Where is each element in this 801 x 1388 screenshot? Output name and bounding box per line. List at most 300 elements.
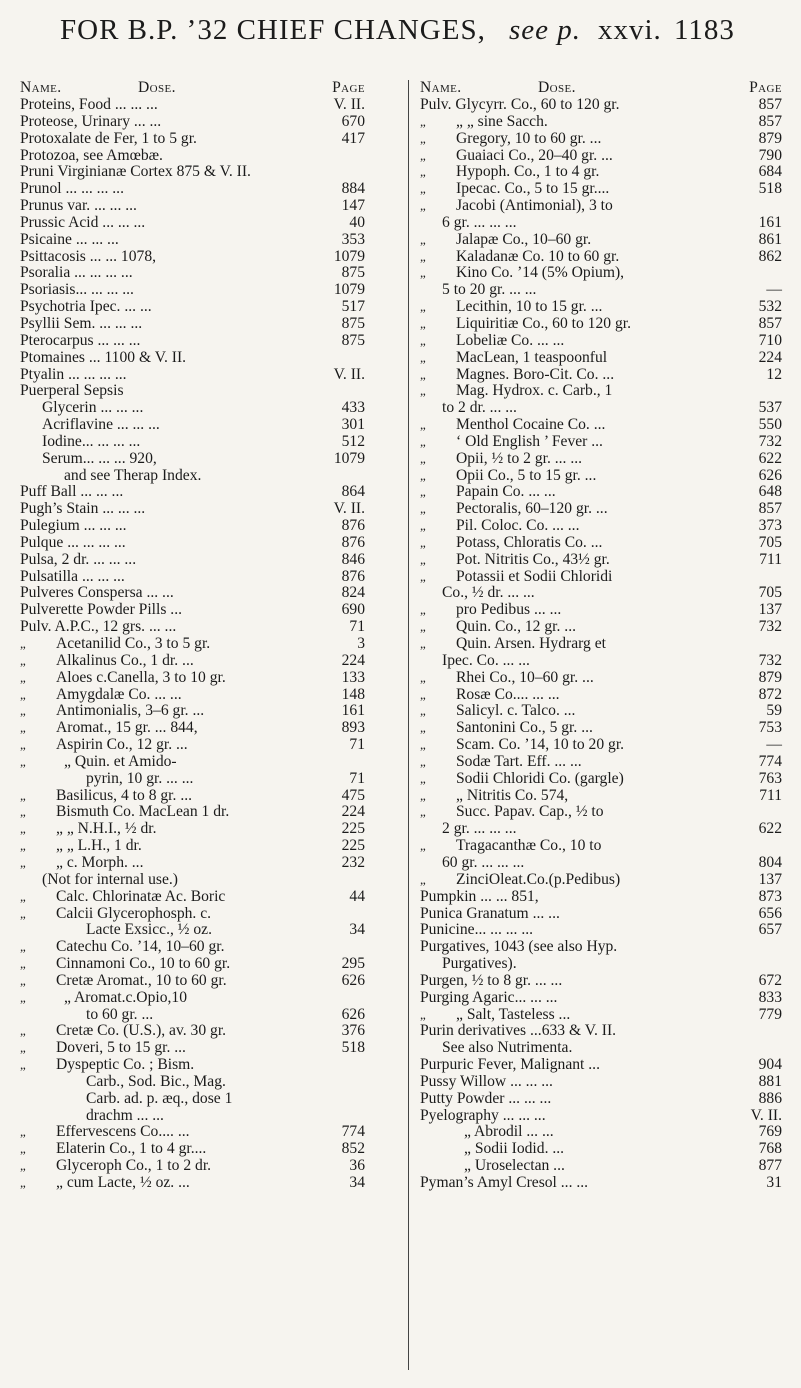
entry-page: 622 [758, 820, 782, 838]
entry-text: Psoralia ... ... ... ... [20, 264, 133, 282]
index-entry [420, 703, 782, 720]
entry-text: Purgen, ½ to 8 gr. ... ... [420, 971, 563, 989]
entry-page: 161 [341, 702, 365, 720]
index-entry [420, 569, 782, 586]
ditto-mark: „ [420, 332, 426, 348]
entry-text: Ipecac. Co., 5 to 15 gr.... [456, 180, 610, 198]
entry-text: Pugh’s Stain ... ... ... [20, 500, 146, 518]
index-entry [20, 906, 365, 923]
entry-text: Magnes. Boro-Cit. Co. ... [456, 365, 615, 383]
entry-page: 225 [341, 820, 365, 838]
index-entry [420, 1158, 782, 1175]
entry-text: Ptomaines ... 1100 & V. II. [20, 348, 187, 366]
index-entry [20, 484, 365, 501]
column-header-name: Name. [20, 79, 62, 96]
entry-text: Gregory, 10 to 60 gr. ... [456, 129, 602, 147]
ditto-mark: „ [420, 484, 426, 500]
entry-page: 626 [758, 466, 782, 484]
entry-page: — [766, 736, 782, 754]
column-header [420, 80, 782, 97]
index-entry [20, 720, 365, 737]
entry-text: Quin. Co., 12 gr. ... [456, 618, 576, 636]
index-entry [20, 804, 365, 821]
index-entry [20, 164, 365, 181]
entry-text: Pruni Virginianæ Cortex 875 & V. II. [20, 163, 251, 181]
entry-text: Pectoralis, 60–120 gr. ... [456, 500, 608, 518]
entry-page: 732 [758, 618, 782, 636]
index-entry [20, 131, 365, 148]
entry-text: „ cum Lacte, ½ oz. ... [56, 1174, 190, 1191]
index-entry [20, 535, 365, 552]
index-entry [420, 956, 782, 973]
index-entry [20, 299, 365, 316]
entry-page: 876 [341, 567, 365, 585]
entry-page: 875 [341, 314, 365, 332]
entry-page: 225 [341, 837, 365, 855]
entry-page: 657 [758, 921, 782, 939]
entry-page: 71 [349, 736, 365, 754]
entry-page: 656 [758, 904, 782, 922]
entry-page: 518 [758, 180, 782, 198]
ditto-mark: „ [20, 1141, 26, 1157]
entry-text: „ „ sine Sacch. [456, 112, 548, 130]
entry-text: Basilicus, 4 to 8 gr. ... [56, 786, 193, 804]
index-entry [420, 148, 782, 165]
ditto-mark: „ [20, 956, 26, 972]
index-entry [420, 518, 782, 535]
entry-page: 862 [758, 247, 782, 265]
entry-text: Carb. ad. p. æq., dose 1 [86, 1089, 233, 1107]
index-entry [420, 636, 782, 653]
index-entry [20, 602, 365, 619]
entry-page: 753 [758, 719, 782, 737]
index-entry [420, 232, 782, 249]
index-entry [420, 400, 782, 417]
ditto-mark: „ [420, 871, 426, 887]
entry-page: 137 [758, 870, 782, 888]
entry-text: „ Quin. et Amido- [64, 752, 177, 770]
index-entry [420, 367, 782, 384]
ditto-mark: „ [20, 737, 26, 753]
entry-page: 774 [341, 1123, 365, 1141]
entry-text: Psittacosis ... ... 1078, [20, 247, 157, 265]
entry-page: 904 [758, 1056, 782, 1074]
entry-text: drachm ... ... [86, 1106, 164, 1124]
entry-page: 790 [758, 146, 782, 164]
index-entry [20, 956, 365, 973]
index-entry [20, 417, 365, 434]
column-header-name: Name. [420, 79, 462, 96]
entry-text: Protoxalate de Fer, 1 to 5 gr. [20, 129, 197, 147]
index-entry [20, 872, 365, 889]
index-entry [20, 855, 365, 872]
entry-text: Carb., Sod. Bic., Mag. [86, 1072, 226, 1090]
entry-text: Aromat., 15 gr. ... 844, [56, 719, 198, 737]
entry-text: Calcii Glycerophosph. c. [56, 904, 212, 922]
entry-text: 2 gr. ... ... ... [442, 820, 517, 838]
entry-page: 857 [758, 112, 782, 130]
ditto-mark: „ [420, 130, 426, 146]
entry-page: 711 [759, 786, 782, 804]
index-entry [420, 501, 782, 518]
entry-page: 224 [758, 348, 782, 366]
entry-page: 137 [758, 601, 782, 619]
entry-text: Cretæ Co. (U.S.), av. 30 gr. [56, 1022, 227, 1040]
entry-page: 3 [357, 635, 365, 652]
entry-text: Rhei Co., 10–60 gr. ... [456, 668, 594, 686]
entry-text: Psychotria Ipec. ... ... [20, 298, 152, 316]
ditto-mark: „ [420, 669, 426, 685]
entry-text: Liquiritiæ Co., 60 to 120 gr. [456, 314, 632, 332]
index-entry [20, 1175, 365, 1192]
index-entry [20, 518, 365, 535]
index-entry [420, 484, 782, 501]
entry-text: Aspirin Co., 12 gr. ... [56, 736, 188, 754]
entry-text: Jalapæ Co., 10–60 gr. [456, 230, 592, 248]
ditto-mark: „ [20, 838, 26, 854]
entry-page: 876 [341, 517, 365, 535]
column-header-page: Page [332, 79, 365, 96]
index-entry [20, 181, 365, 198]
ditto-mark: „ [420, 501, 426, 517]
entry-text: „ Nitritis Co. 574, [456, 786, 569, 804]
entry-page: V. II. [333, 96, 365, 113]
entry-text: See also Nutrimenta. [442, 1039, 573, 1057]
entry-page: 518 [341, 1039, 365, 1057]
index-entry [20, 215, 365, 232]
index-entry [420, 114, 782, 131]
entry-text: Pil. Coloc. Co. ... ... [456, 517, 580, 535]
entry-page: 690 [341, 601, 365, 619]
index-entry [420, 872, 782, 889]
ditto-mark: „ [420, 164, 426, 180]
index-entry [20, 383, 365, 400]
entry-page: 779 [758, 1005, 782, 1023]
index-entry [420, 181, 782, 198]
entry-text: Pulsa, 2 dr. ... ... ... [20, 550, 137, 568]
entry-text: Ptyalin ... ... ... ... [20, 365, 127, 383]
entry-text: 6 gr. ... ... ... [442, 213, 517, 231]
index-entry [20, 939, 365, 956]
index-entry [420, 720, 782, 737]
entry-page: 824 [341, 584, 365, 602]
index-entry [420, 687, 782, 704]
entry-page: 705 [758, 533, 782, 551]
entry-text: Tragacanthæ Co., 10 to [456, 837, 602, 855]
entry-page: 875 [341, 331, 365, 349]
ditto-mark: „ [20, 888, 26, 904]
index-entry [20, 1057, 365, 1074]
index-entry [20, 737, 365, 754]
entry-page: 417 [341, 129, 365, 147]
ditto-mark: „ [420, 770, 426, 786]
entry-text: Sodii Chloridi Co. (gargle) [456, 769, 624, 787]
index-entry [420, 990, 782, 1007]
entry-page: 475 [341, 786, 365, 804]
entry-page: 295 [341, 955, 365, 973]
entry-page: 857 [758, 96, 782, 113]
entry-text: Dyspeptic Co. ; Bism. [56, 1056, 195, 1074]
index-entry [20, 838, 365, 855]
entry-page: 670 [341, 112, 365, 130]
index-entry [20, 1124, 365, 1141]
ditto-mark: „ [420, 518, 426, 534]
ditto-mark: „ [420, 804, 426, 820]
index-entry [420, 1141, 782, 1158]
entry-page: 224 [341, 803, 365, 821]
entry-page: 857 [758, 500, 782, 518]
entry-text: 60 gr. ... ... ... [442, 853, 525, 871]
index-entry [420, 468, 782, 485]
index-entry [20, 265, 365, 282]
header-see: see p. [509, 14, 582, 46]
index-entry [20, 1108, 365, 1125]
entry-page: 373 [758, 517, 782, 535]
index-entry [420, 299, 782, 316]
ditto-mark: „ [420, 248, 426, 264]
entry-text: Serum... ... ... 920, [42, 449, 157, 467]
index-entry [420, 131, 782, 148]
ditto-mark: „ [420, 720, 426, 736]
entry-text: Acetanilid Co., 3 to 5 gr. [56, 635, 211, 652]
entry-text: 5 to 20 gr. ... ... [442, 281, 537, 299]
entry-page: 769 [758, 1123, 782, 1141]
entry-page: 71 [349, 769, 365, 787]
entry-text: „ Aromat.c.Opio,10 [64, 988, 187, 1006]
index-entry [420, 973, 782, 990]
column-header-dose: Dose. [138, 79, 176, 96]
entry-text: Pulque ... ... ... ... [20, 533, 126, 551]
entry-page: 44 [349, 887, 365, 905]
index-entry [20, 350, 365, 367]
ditto-mark: „ [20, 703, 26, 719]
ditto-mark: „ [420, 315, 426, 331]
entry-page: — [766, 281, 782, 299]
entry-text: Potass, Chloratis Co. ... [456, 533, 603, 551]
ditto-mark: „ [20, 652, 26, 668]
index-entry [20, 1074, 365, 1091]
ditto-mark: „ [420, 686, 426, 702]
entry-text: „ „ L.H., 1 dr. [56, 837, 142, 855]
entry-page: 34 [349, 921, 365, 939]
entry-text: Jacobi (Antimonial), 3 to [456, 197, 613, 215]
index-entry [20, 889, 365, 906]
ditto-mark: „ [20, 939, 26, 955]
entry-text: Psoriasis... ... ... ... [20, 281, 134, 299]
ditto-mark: „ [20, 1040, 26, 1056]
index-entry [20, 148, 365, 165]
entry-text: Purging Agaric... ... ... [420, 988, 558, 1006]
entry-text: Glyceroph Co., 1 to 2 dr. [56, 1157, 212, 1175]
index-entry [20, 501, 365, 518]
entry-page: 684 [758, 163, 782, 181]
index-entry [420, 754, 782, 771]
index-entry [20, 703, 365, 720]
right-column [420, 80, 782, 1192]
entry-text: ZinciOleat.Co.(p.Pedibus) [456, 870, 621, 888]
entry-text: Puerperal Sepsis [20, 382, 124, 400]
column-header-page: Page [749, 79, 782, 96]
entry-text: Ipec. Co. ... ... [442, 651, 530, 669]
entry-text: Salicyl. c. Talco. ... [456, 702, 576, 720]
entry-page: 710 [758, 331, 782, 349]
entry-text: Bismuth Co. MacLean 1 dr. [56, 803, 230, 821]
index-entry [420, 821, 782, 838]
ditto-mark: „ [420, 737, 426, 753]
entry-text: Succ. Papav. Cap., ½ to [456, 803, 604, 821]
entry-page: 161 [758, 213, 782, 231]
entry-page: 59 [766, 702, 782, 720]
entry-page: 852 [341, 1140, 365, 1158]
entry-text: Acriflavine ... ... ... [42, 416, 160, 434]
entry-text: Opii Co., 5 to 15 gr. ... [456, 466, 597, 484]
entry-text: Co., ½ dr. ... ... [442, 584, 535, 602]
header-roman: xxvi. [598, 14, 662, 46]
index-entry [20, 468, 365, 485]
entry-text: Puff Ball ... ... ... [20, 483, 124, 501]
ditto-mark: „ [420, 787, 426, 803]
ditto-mark: „ [420, 198, 426, 214]
index-entry [20, 282, 365, 299]
entry-page: 433 [341, 399, 365, 417]
entry-text: Pterocarpus ... ... ... [20, 331, 141, 349]
entry-page: 34 [349, 1174, 365, 1191]
header-title: FOR B.P. ’32 CHIEF CHANGES, [60, 14, 486, 46]
entry-text: Antimonialis, 3–6 gr. ... [56, 702, 205, 720]
index-entry [420, 619, 782, 636]
entry-page: 879 [758, 668, 782, 686]
entry-text: Menthol Cocaine Co. ... [456, 416, 606, 434]
entry-page: 864 [341, 483, 365, 501]
entry-text: Kino Co. ’14 (5% Opium), [456, 264, 625, 282]
entry-page: 711 [759, 550, 782, 568]
entry-text: Guaiaci Co., 20–40 gr. ... [456, 146, 613, 164]
entry-text: Cinnamoni Co., 10 to 60 gr. [56, 955, 231, 973]
entry-page: 877 [758, 1157, 782, 1175]
entry-text: Prussic Acid ... ... ... [20, 213, 146, 231]
entry-text: Pulv. Glycyrr. Co., 60 to 120 gr. [420, 96, 620, 113]
index-entry [20, 249, 365, 266]
entry-page: 517 [341, 298, 365, 316]
ditto-mark: „ [20, 972, 26, 988]
entry-text: Santonini Co., 5 gr. ... [456, 719, 593, 737]
index-entry [420, 889, 782, 906]
index-entry [20, 636, 365, 653]
index-entry [420, 838, 782, 855]
ditto-mark: „ [420, 417, 426, 433]
entry-text: Prunus var. ... ... ... [20, 197, 137, 215]
entry-text: Pyman’s Amyl Cresol ... ... [420, 1174, 589, 1191]
entry-text: Alkalinus Co., 1 dr. ... [56, 651, 194, 669]
entry-page: V. II. [333, 500, 365, 518]
entry-page: 1079 [333, 281, 365, 299]
entry-text: Mag. Hydrox. c. Carb., 1 [456, 382, 613, 400]
ditto-mark: „ [420, 433, 426, 449]
index-entry [420, 804, 782, 821]
entry-text: Hypoph. Co., 1 to 4 gr. [456, 163, 600, 181]
ditto-mark: „ [20, 636, 26, 651]
entry-text: Rosæ Co.... ... ... [456, 685, 560, 703]
entry-text: Pumpkin ... ... 851, [420, 887, 539, 905]
entry-text: Catechu Co. ’14, 10–60 gr. [56, 938, 225, 956]
entry-page: 622 [758, 449, 782, 467]
index-entry [420, 249, 782, 266]
entry-text: „ „ N.H.I., ½ dr. [56, 820, 157, 838]
ditto-mark: „ [20, 787, 26, 803]
entry-text: Potassii et Sodii Chloridi [456, 567, 613, 585]
entry-text: Scam. Co. ’14, 10 to 20 gr. [456, 736, 625, 754]
entry-page: V. II. [750, 1106, 782, 1124]
index-entry [420, 602, 782, 619]
entry-text: Punica Granatum ... ... [420, 904, 560, 922]
entry-text: „ c. Morph. ... [56, 853, 144, 871]
ditto-mark: „ [420, 383, 426, 399]
index-entry [20, 1040, 365, 1057]
entry-text: Pulsatilla ... ... ... [20, 567, 125, 585]
entry-text: to 2 dr. ... ... [442, 399, 517, 417]
entry-page: 857 [758, 314, 782, 332]
index-entry [20, 451, 365, 468]
ditto-mark: „ [420, 602, 426, 618]
ditto-mark: „ [420, 349, 426, 365]
ditto-mark: „ [20, 989, 26, 1005]
index-entry [20, 821, 365, 838]
entry-text: Purgatives, 1043 (see also Hyp. [420, 938, 618, 956]
entry-page: 886 [758, 1089, 782, 1107]
entry-text: Papain Co. ... ... [456, 483, 556, 501]
ditto-mark: „ [420, 147, 426, 163]
ditto-mark: „ [420, 231, 426, 247]
index-entry [420, 939, 782, 956]
entry-text: Prunol ... ... ... ... [20, 180, 124, 198]
entry-text: Quin. Arsen. Hydrarg et [456, 635, 606, 652]
index-entry [20, 788, 365, 805]
entry-text: „ Uroselectan ... [464, 1157, 565, 1175]
index-entry [420, 383, 782, 400]
ditto-mark: „ [20, 753, 26, 769]
index-entry [20, 619, 365, 636]
entry-page: 148 [341, 685, 365, 703]
entry-page: 31 [766, 1174, 782, 1191]
entry-text: pro Pedibus ... ... [456, 601, 562, 619]
index-entry [420, 788, 782, 805]
index-entry [420, 737, 782, 754]
index-entry [20, 400, 365, 417]
entry-text: to 60 gr. ... [86, 1005, 154, 1023]
entry-page: 879 [758, 129, 782, 147]
entry-text: Pulv. A.P.C., 12 grs. ... ... [20, 618, 177, 636]
column-header-dose: Dose. [538, 79, 576, 96]
entry-text: pyrin, 10 gr. ... ... [86, 769, 194, 787]
index-entry [420, 265, 782, 282]
entry-page: 873 [758, 887, 782, 905]
entry-page: 672 [758, 971, 782, 989]
entry-text: Proteins, Food ... ... ... [20, 96, 158, 113]
entry-text: Iodine... ... ... ... [42, 432, 141, 450]
ditto-mark: „ [420, 568, 426, 584]
entry-text: Pulverette Powder Pills ... [20, 601, 182, 619]
entry-page: 763 [758, 769, 782, 787]
entry-text: Pot. Nitritis Co., 43½ gr. [456, 550, 610, 568]
entry-page: 1079 [333, 449, 365, 467]
ditto-mark: „ [420, 450, 426, 466]
entry-text: Amygdalæ Co. ... ... [56, 685, 182, 703]
ditto-mark: „ [420, 551, 426, 567]
entry-text: (Not for internal use.) [42, 870, 178, 888]
index-entry [20, 771, 365, 788]
entry-page: 732 [758, 432, 782, 450]
index-entry [420, 1124, 782, 1141]
